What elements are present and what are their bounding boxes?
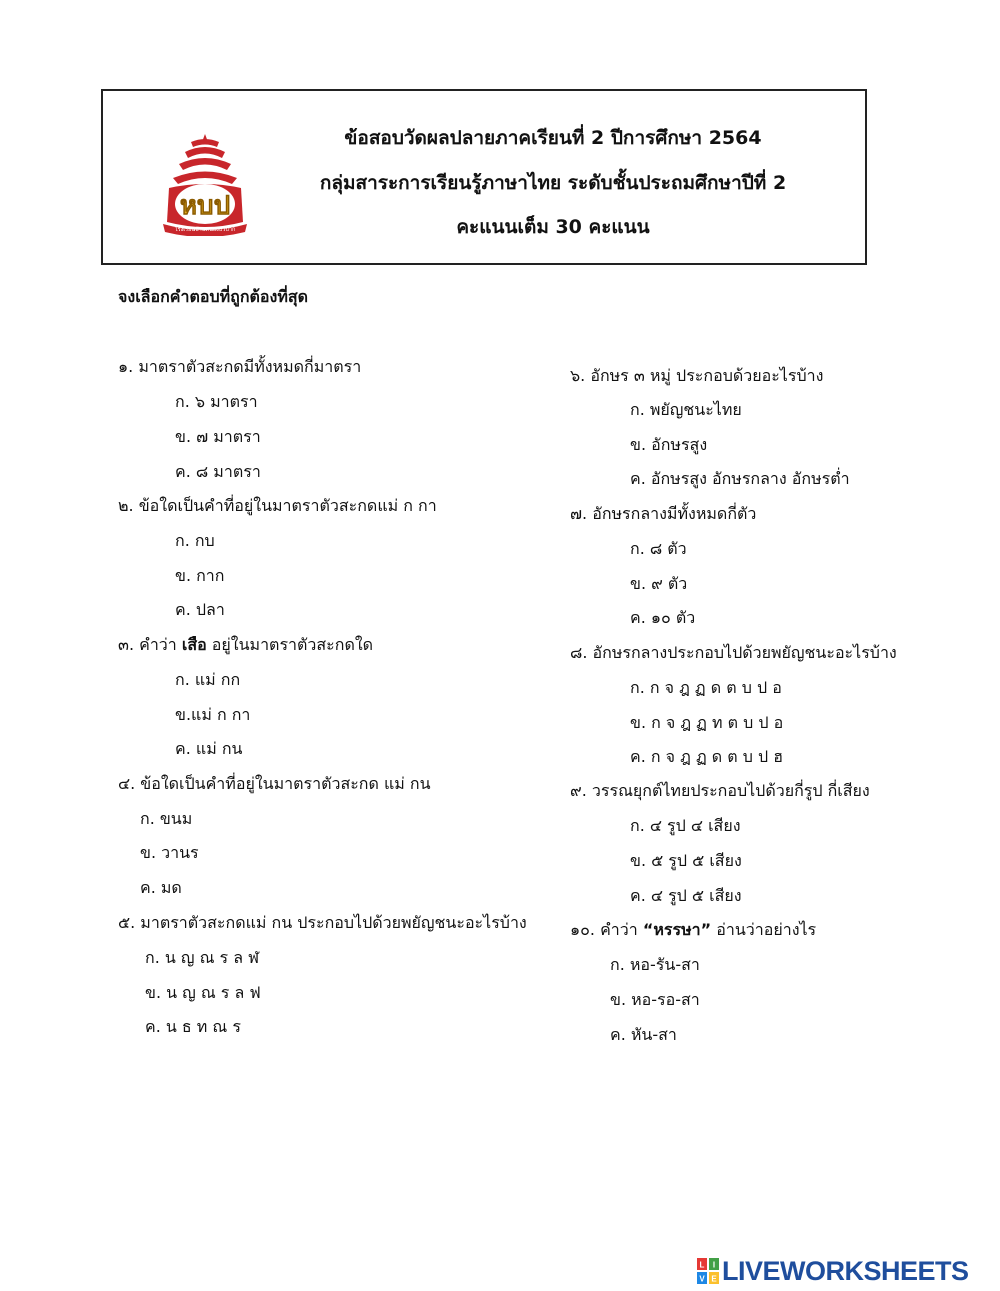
logo-mark: หบป bbox=[179, 191, 231, 221]
question-2: ๒. ข้อใดเป็นคำที่อยู่ในมาตราตัวสะกดแม่ ก กา bbox=[118, 496, 437, 515]
choice-7b: ข. ๙ ตัว bbox=[630, 574, 688, 593]
choice-5c: ค. น ธ ท ณ ร bbox=[145, 1017, 241, 1036]
question-10-keyword: “หรรษา” bbox=[642, 920, 712, 939]
exam-subject: กลุ่มสาระการเรียนรู้ภาษาไทย ระดับชั้นประถมศึกษาปีที่ 2 bbox=[319, 172, 787, 194]
choice-6c: ค. อักษรสูง อักษรกลาง อักษรต่ำ bbox=[630, 469, 850, 488]
question-3-prefix: ๓. คำว่า bbox=[118, 635, 182, 654]
header-box bbox=[101, 89, 867, 265]
choice-1a: ก. ๖ มาตรา bbox=[175, 392, 258, 411]
choice-1c: ค. ๘ มาตรา bbox=[175, 462, 261, 481]
choice-9c: ค. ๔ รูป ๕ เสียง bbox=[630, 886, 742, 905]
choice-3c: ค. แม่ กน bbox=[175, 739, 243, 758]
choice-8b: ข. ก จ ฎ ฏ ท ต บ ป อ bbox=[630, 713, 784, 732]
exam-title: ข้อสอบวัดผลปลายภาคเรียนที่ 2 ปีการศึกษา 2564 bbox=[344, 127, 762, 149]
choice-4a: ก. ขนม bbox=[140, 809, 193, 828]
question-10-prefix: ๑๐. คำว่า bbox=[570, 920, 643, 939]
question-6: ๖. อักษร ๓ หมู่ ประกอบด้วยอะไรบ้าง bbox=[570, 366, 824, 385]
choice-4c: ค. มด bbox=[140, 878, 182, 897]
choice-10a: ก. หอ-รัน-สา bbox=[610, 955, 700, 974]
choice-9a: ก. ๔ รูป ๔ เสียง bbox=[630, 816, 741, 835]
choice-7c: ค. ๑๐ ตัว bbox=[630, 608, 696, 627]
svg-text:E: E bbox=[711, 1274, 717, 1284]
choice-2b: ข. กาก bbox=[175, 566, 225, 585]
choice-3a: ก. แม่ กก bbox=[175, 670, 241, 689]
choice-10b: ข. หอ-รอ-สา bbox=[610, 990, 700, 1009]
choice-5a: ก. น ญ ณ ร ล ฬ bbox=[145, 948, 260, 967]
exam-full-score: คะแนนเต็ม 30 คะแนน bbox=[456, 216, 650, 238]
choice-4b: ข. วานร bbox=[140, 843, 199, 862]
choice-8a: ก. ก จ ฎ ฏ ด ต บ ป อ bbox=[630, 678, 782, 697]
choice-7a: ก. ๘ ตัว bbox=[630, 539, 687, 558]
logo-ribbon-text: โรงเรียนบ้านหนองบัวปาก bbox=[174, 227, 236, 233]
question-4: ๔. ข้อใดเป็นคำที่อยู่ในมาตราตัวสะกด แม่ กน bbox=[118, 774, 431, 793]
question-5: ๕. มาตราตัวสะกดแม่ กน ประกอบไปด้วยพยัญชนะอะไรบ้าง bbox=[118, 913, 527, 932]
choice-5b: ข. น ญ ณ ร ล ฟ bbox=[145, 983, 261, 1002]
choice-10c: ค. หัน-สา bbox=[610, 1025, 677, 1044]
svg-text:L: L bbox=[699, 1260, 705, 1270]
liveworksheets-watermark bbox=[697, 1256, 969, 1286]
choice-1b: ข. ๗ มาตรา bbox=[175, 427, 261, 446]
choice-6a: ก. พยัญชนะไทย bbox=[630, 400, 742, 419]
choice-2c: ค. ปลา bbox=[175, 600, 225, 619]
svg-text:I: I bbox=[712, 1260, 716, 1270]
question-9: ๙. วรรณยุกต์ไทยประกอบไปด้วยกี่รูป กี่เสียง bbox=[570, 781, 870, 800]
choice-6b: ข. อักษรสูง bbox=[630, 435, 708, 454]
svg-text:V: V bbox=[699, 1274, 705, 1284]
liveworksheets-logo-icon bbox=[697, 1258, 719, 1284]
choice-8c: ค. ก จ ฎ ฏ ด ต บ ป ฮ bbox=[630, 747, 783, 766]
choice-2a: ก. กบ bbox=[175, 531, 215, 550]
question-8: ๘. อักษรกลางประกอบไปด้วยพยัญชนะอะไรบ้าง bbox=[570, 643, 897, 662]
question-3-keyword: เสือ bbox=[181, 635, 207, 654]
question-10-suffix: อ่านว่าอย่างไร bbox=[711, 920, 817, 939]
question-3-suffix: อยู่ในมาตราตัวสะกดใด bbox=[206, 635, 374, 654]
question-7: ๗. อักษรกลางมีทั้งหมดกี่ตัว bbox=[570, 504, 757, 523]
question-1: ๑. มาตราตัวสะกดมีทั้งหมดกี่มาตรา bbox=[118, 357, 362, 376]
question-10 bbox=[570, 920, 816, 940]
school-logo bbox=[161, 132, 249, 236]
liveworksheets-text: LIVEWORKSHEETS bbox=[722, 1256, 969, 1286]
choice-3b: ข.แม่ ก กา bbox=[175, 705, 251, 724]
choice-9b: ข. ๕ รูป ๕ เสียง bbox=[630, 851, 742, 870]
instruction: จงเลือกคำตอบที่ถูกต้องที่สุด bbox=[118, 287, 309, 306]
question-3 bbox=[118, 635, 373, 655]
